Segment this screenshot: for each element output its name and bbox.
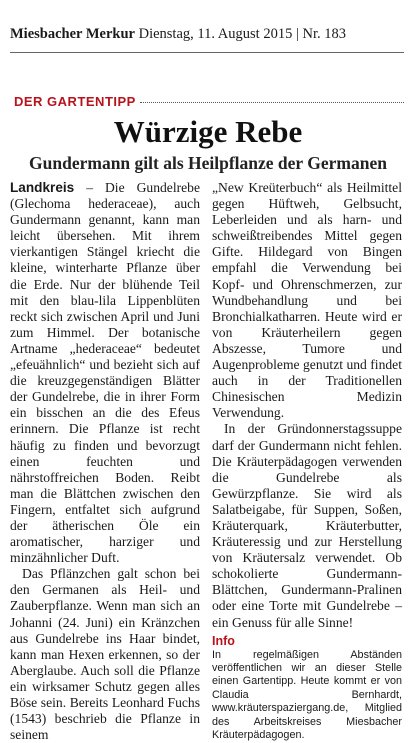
article-paragraph: Das Pflänzchen galt schon bei den Germanen als Heil- und Zauberpflanze. Wenn man sich an Johanni (24. Juni) ein Kränzchen aus Gundelrebe ins Haar bindet, kann man Hexen erkennen, so der Aberglaube. Auch soll die Pflanze ein wirksamer Schutz gegen alles Böse sein. Bereits Leonhard Fuchs (1543) beschrieb die Pflanze in seinem [10,566,200,743]
dateline: Landkreis [10,180,75,195]
info-box-heading: Info [212,633,235,648]
article-paragraph: „New Kreüterbuch“ als Heilmittel gegen Hüftweh, Gelbsucht, Leberleiden und als harn- und schweißtreibendes Mittel gegen Gifte. Hildegard von Bingen empfahl die Verwendung bei Kopf- und Ohrenschmerzen, zur Wundbehandlung und bei Bronchialkatharren. Heute wird er von Kräuterheilern gegen Abszesse, Tumore und Augenprobleme genutzt und findet auch in der Traditionellen Chinesischen Medizin Verwendung. [212,180,402,421]
article-paragraph [10,180,200,566]
masthead-separator: | [295,26,299,42]
info-box-text: In regelmäßigen Abständen veröffentlichen wir an dieser Stelle einen Gartentipp. Heute kommt er von Claudia Bernhardt, www.kräuterspaziergang.de, Mitglied des Arbeitskreises Miesbacher Kräuterpädagogen. [212,648,402,742]
masthead [10,26,346,43]
newspaper-name: Miesbacher Merkur [10,26,135,42]
issue-number: Nr. 183 [302,26,346,42]
article-subheadline: Gundermann gilt als Heilpflanze der Germanen [29,153,387,173]
paragraph-text: – Die Gundelrebe (Glechoma hederaceae), auch Gundermann genannt, kann man leicht übersehen. Mit ihrem vierkantigen Stängel kriecht die kleine, winterharte Pflanze über die Erde. Nur der blühende Teil mit den blau-lila Lippenblüten reckt sich zwischen April und Juni zum Himmel. Der botanische Artname „hederaceae“ bedeutet „efeuähnlich“ und bezieht sich auf die kreuzgegenständigen Blätter der Gundelrebe, die in ihrer Form ein bisschen an die des Efeus erinnern. Die Pflanze ist recht häufig zu finden und bevorzugt einen feuchten und nährstoffreichen Boden. Reibt man die Blättchen zwischen den Fingern, entfaltet sich aufgrund der ätherischen Öle ein aromatischer, harziger und minzähnlicher Duft. [10,180,200,566]
article-headline: Würzige Rebe [113,114,303,149]
article-paragraph: In der Gründonnerstagssuppe darf der Gundermann nicht fehlen. Die Kräuterpädagogen verwenden die Gundelrebe als Gewürzpflanze. Sie wird als Salatbeigabe, für Suppen, Soßen, Kräuterquark, Kräuterbutter, Kräuteressig und zur Herstellung von Kräutersalz verwendet. Ob schokolierte Gundermann-Blättchen, Gundermann-Pralinen oder eine Torte mit Gundelrebe – ein Genuss für alle Sinne! [212,421,402,630]
masthead-rule [10,52,404,53]
publication-date: Dienstag, 11. August 2015 [138,26,293,42]
article-column-right [212,180,402,742]
kicker-row [14,94,404,109]
article-column-left [10,180,200,743]
section-kicker: DER GARTENTIPP [14,94,136,109]
kicker-dotted-rule [140,102,404,103]
